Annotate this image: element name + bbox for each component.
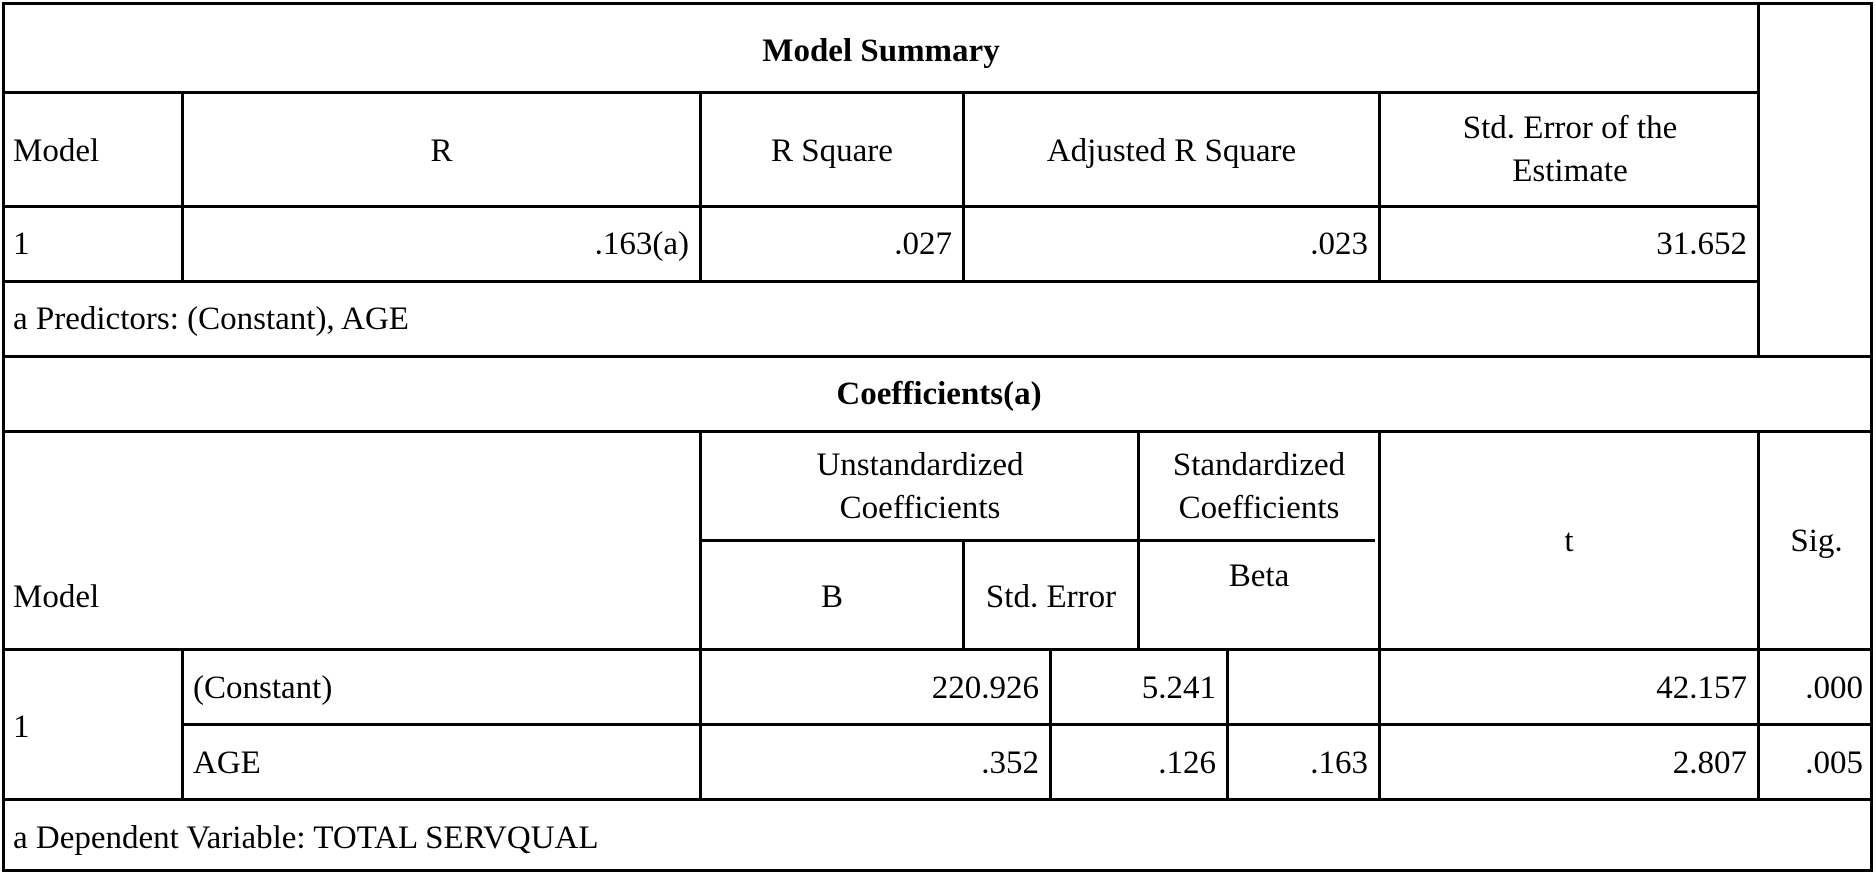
coefficients-cell-t: 42.157 [1656, 670, 1747, 706]
rule [699, 539, 1375, 542]
model-summary-header-r-square: R Square [771, 133, 893, 169]
coefficients-cell-std-error: 5.241 [1141, 670, 1216, 706]
coefficients-cell-b: 220.926 [931, 670, 1039, 706]
model-summary-cell-r: .163(a) [594, 226, 689, 262]
rule [2, 798, 1873, 801]
coefficients-cell-sig: .005 [1805, 745, 1863, 781]
coefficients-header-t: t [1564, 523, 1574, 559]
rule [2, 280, 1760, 283]
coefficients-footnote: a Dependent Variable: TOTAL SERVQUAL [13, 820, 599, 856]
rule [2, 205, 1760, 208]
rule [181, 648, 184, 801]
coefficients-header-beta: Beta [1228, 558, 1290, 594]
model-summary-header-adj-r-square: Adjusted R Square [1046, 133, 1297, 169]
rule [2, 430, 1873, 433]
coefficients-title: Coefficients(a) [836, 376, 1042, 412]
coefficients-row-name: (Constant) [193, 670, 333, 706]
coefficients-cell-std-error: .126 [1158, 745, 1216, 781]
coefficients-header-unstandardized: Unstandardized Coefficients [816, 447, 1024, 526]
model-summary-cell-model: 1 [13, 226, 30, 262]
rule [1757, 2, 1760, 357]
model-summary-cell-r-square: .027 [894, 226, 952, 262]
coefficients-cell-beta: .163 [1310, 745, 1368, 781]
coefficients-header-standardized: Standardized Coefficients [1172, 447, 1346, 526]
rule [181, 723, 1873, 726]
coefficients-row-name: AGE [193, 745, 261, 781]
coefficients-cell-sig: .000 [1805, 670, 1863, 706]
coefficients-header-b: B [820, 579, 843, 615]
model-summary-header-model: Model [13, 133, 100, 169]
coefficients-header-sig: Sig. [1790, 523, 1843, 559]
coefficients-cell-b: .352 [981, 745, 1039, 781]
model-summary-title: Model Summary [762, 33, 1000, 69]
coefficients-header-model: Model [13, 579, 100, 615]
coefficients-cell-t: 2.807 [1672, 745, 1747, 781]
model-summary-footnote: a Predictors: (Constant), AGE [13, 301, 409, 337]
rule [2, 91, 1760, 94]
model-summary-header-r: R [430, 133, 453, 169]
model-summary-cell-adj-r-square: .023 [1310, 226, 1368, 262]
model-summary-header-std-error: Std. Error of the Estimate [1462, 110, 1678, 189]
coefficients-model-label: 1 [13, 709, 30, 745]
rule [2, 648, 1873, 651]
coefficients-header-std-error: Std. Error [985, 579, 1117, 615]
model-summary-cell-std-error: 31.652 [1656, 226, 1747, 262]
rule [2, 355, 1873, 358]
